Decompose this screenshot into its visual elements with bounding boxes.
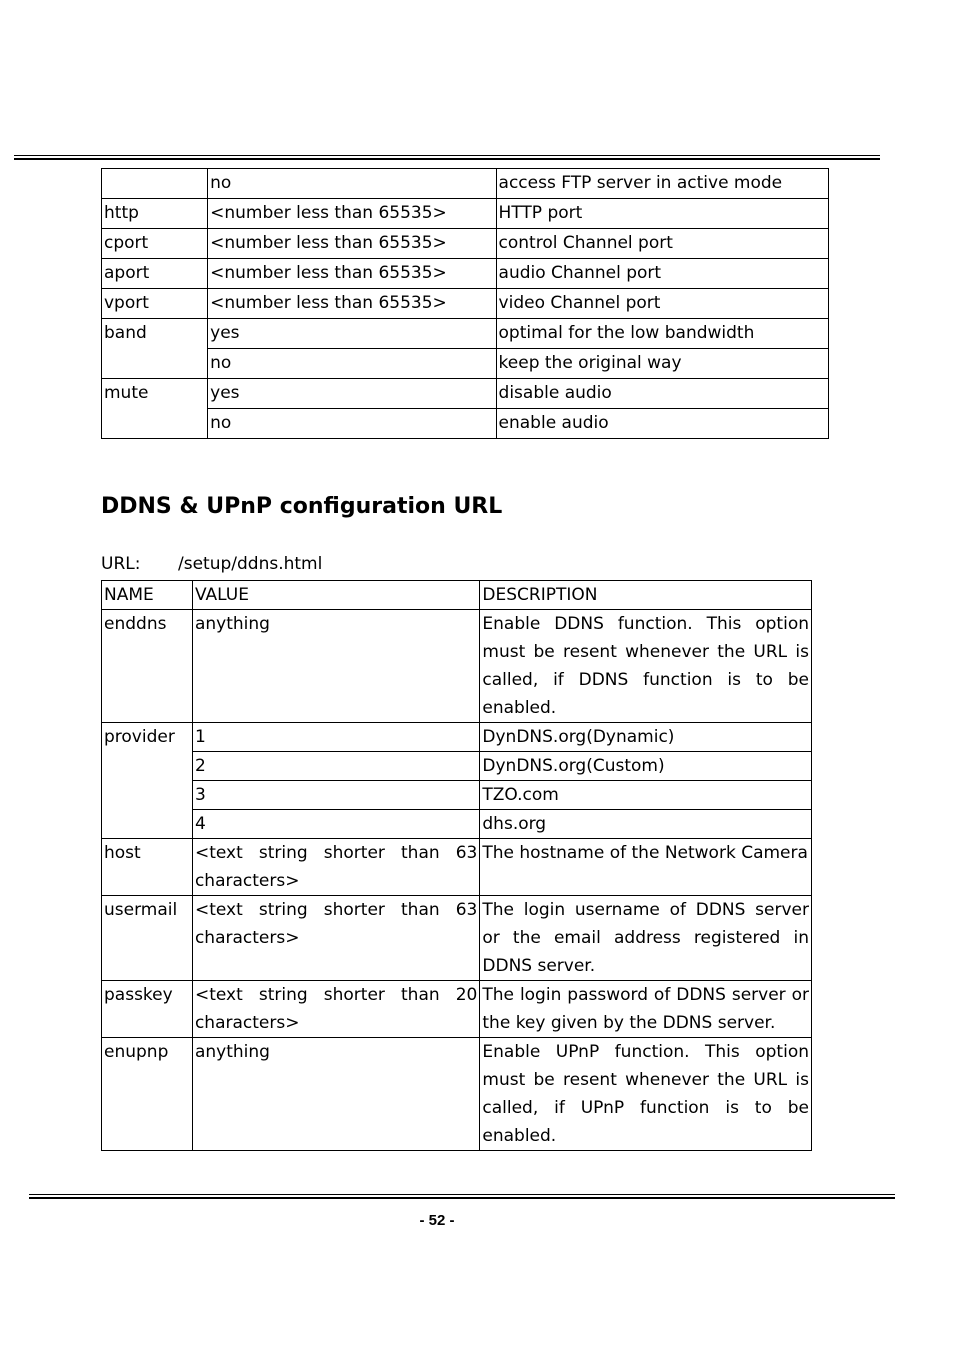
param-description: The hostname of the Network Camera — [480, 839, 812, 896]
param-name: provider — [102, 723, 193, 839]
param-description: DynDNS.org(Custom) — [480, 752, 812, 781]
table-row — [102, 409, 829, 439]
param-value: <text string shorter than 63 characters> — [192, 839, 479, 896]
table-row — [102, 781, 812, 810]
param-description: access FTP server in active mode — [496, 169, 828, 199]
param-value: no — [208, 409, 496, 439]
ddns-config-table — [101, 580, 812, 1151]
table-row — [102, 610, 812, 723]
param-description: The login password of DDNS server or the key given by the DDNS server. — [480, 981, 812, 1038]
url-label: URL: — [101, 554, 141, 574]
table-row — [102, 289, 829, 319]
param-value: yes — [208, 379, 496, 409]
param-value: <text string shorter than 63 characters> — [192, 896, 479, 981]
table-row — [102, 349, 829, 379]
param-description: HTTP port — [496, 199, 828, 229]
param-value: yes — [208, 319, 496, 349]
param-value: anything — [192, 1038, 479, 1151]
table-row — [102, 1038, 812, 1151]
param-description: dhs.org — [480, 810, 812, 839]
param-name: passkey — [102, 981, 193, 1038]
param-value: 3 — [192, 781, 479, 810]
param-name: vport — [102, 289, 208, 319]
param-name: usermail — [102, 896, 193, 981]
table-row — [102, 810, 812, 839]
table-row — [102, 169, 829, 199]
table-row — [102, 752, 812, 781]
param-value: 4 — [192, 810, 479, 839]
table-row — [102, 259, 829, 289]
param-description: audio Channel port — [496, 259, 828, 289]
param-description: DynDNS.org(Dynamic) — [480, 723, 812, 752]
table-row — [102, 981, 812, 1038]
param-name: aport — [102, 259, 208, 289]
table-row — [102, 379, 829, 409]
param-name: cport — [102, 229, 208, 259]
table-row — [102, 839, 812, 896]
param-value: 2 — [192, 752, 479, 781]
url-line — [101, 554, 323, 574]
url-value: /setup/ddns.html — [178, 554, 323, 574]
table-header-row — [102, 581, 812, 610]
param-name: http — [102, 199, 208, 229]
param-name: band — [102, 319, 208, 379]
param-name: enupnp — [102, 1038, 193, 1151]
header-value: VALUE — [192, 581, 479, 610]
param-name: mute — [102, 379, 208, 439]
param-name: host — [102, 839, 193, 896]
param-name — [102, 169, 208, 199]
param-value: <number less than 65535> — [208, 259, 496, 289]
param-description: video Channel port — [496, 289, 828, 319]
table-row — [102, 199, 829, 229]
param-value: no — [208, 169, 496, 199]
param-description: disable audio — [496, 379, 828, 409]
ftp-options-table — [101, 168, 829, 439]
header-description: DESCRIPTION — [480, 581, 812, 610]
param-description: Enable UPnP function. This option must be resent whenever the URL is called, if UPnP function is to be enabled. — [480, 1038, 812, 1151]
param-description: enable audio — [496, 409, 828, 439]
param-value: no — [208, 349, 496, 379]
param-description: keep the original way — [496, 349, 828, 379]
param-value: <number less than 65535> — [208, 229, 496, 259]
param-description: The login username of DDNS server or the email address registered in DDNS server. — [480, 896, 812, 981]
param-description: Enable DDNS function. This option must be resent whenever the URL is called, if DDNS function is to be enabled. — [480, 610, 812, 723]
param-value: anything — [192, 610, 479, 723]
param-value: <number less than 65535> — [208, 289, 496, 319]
param-value: 1 — [192, 723, 479, 752]
param-description: optimal for the low bandwidth — [496, 319, 828, 349]
footer-rule — [29, 1194, 895, 1199]
param-value: <number less than 65535> — [208, 199, 496, 229]
table-row — [102, 319, 829, 349]
header-rule — [14, 155, 880, 160]
table-row — [102, 229, 829, 259]
param-description: TZO.com — [480, 781, 812, 810]
section-title: DDNS & UPnP configuration URL — [101, 494, 503, 519]
param-value: <text string shorter than 20 characters> — [192, 981, 479, 1038]
header-name: NAME — [102, 581, 193, 610]
page-number: - 52 - — [419, 1212, 455, 1229]
param-description: control Channel port — [496, 229, 828, 259]
param-name: enddns — [102, 610, 193, 723]
table-row — [102, 723, 812, 752]
table-row — [102, 896, 812, 981]
